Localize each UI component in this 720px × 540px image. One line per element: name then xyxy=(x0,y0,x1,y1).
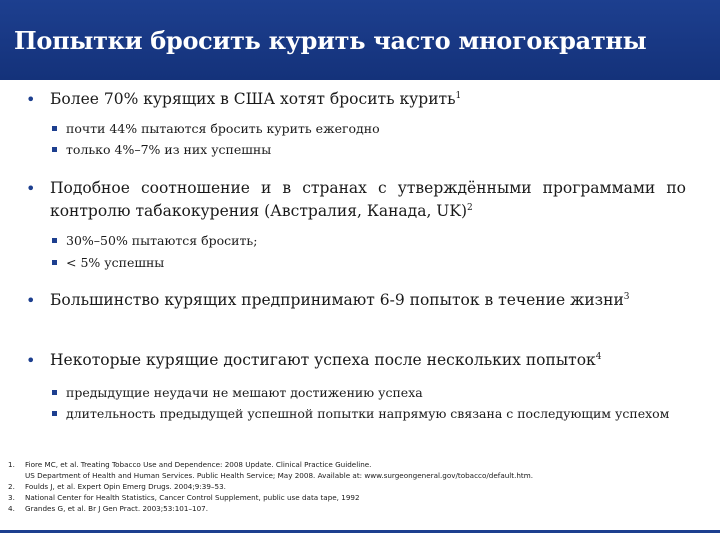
reference-number: 2. xyxy=(8,482,15,491)
footnote-ref: 1 xyxy=(455,91,462,101)
footnote-ref: 3 xyxy=(623,292,630,302)
square-bullet-icon xyxy=(52,390,57,395)
sub-bullet-text: длительность предыдущей успешной попытки напрямую связана с последующим успехом xyxy=(66,406,670,421)
sub-bullet-text: почти 44% пытаются бросить курить ежегодно xyxy=(66,121,380,136)
bullet-text: Большинство курящих предпринимают 6-9 попыток в течение жизни xyxy=(50,291,624,309)
reference-continuation: US Department of Health and Human Services. Public Health Service; May 2008. Available at: www.surgeongeneral.gov/tobacco/default.htm. xyxy=(25,471,534,480)
reference-number: 3. xyxy=(8,493,15,502)
references xyxy=(8,459,708,514)
bullet-dot-icon: • xyxy=(26,179,36,198)
slide-title: Попытки бросить курить часто многократны xyxy=(14,25,647,55)
bullet-dot-icon: • xyxy=(26,90,36,109)
sub-bullet-text: < 5% успешны xyxy=(66,255,165,270)
square-bullet-icon xyxy=(52,147,57,152)
reference-text: Grandes G, et al. Br J Gen Pract. 2003;53:101–107. xyxy=(25,504,209,513)
reference-text: Fiore MC, et al. Treating Tobacco Use and Dependence: 2008 Update. Clinical Practice Guideline. xyxy=(25,460,372,469)
reference-item xyxy=(8,492,708,503)
sub-bullet-item xyxy=(52,383,680,403)
sub-bullet-text: 30%–50% пытаются бросить; xyxy=(66,233,258,248)
sub-bullet-item xyxy=(52,231,680,251)
reference-text: National Center for Health Statistics, Cancer Control Supplement, public use data tape, 1992 xyxy=(25,493,360,502)
footnote-ref: 2 xyxy=(467,203,473,213)
footnote-ref: 4 xyxy=(595,352,602,362)
bullet-text: Подобное соотношение и в странах с утверждёнными программами по контролю табакокурения (Австралия, Канада, UK) xyxy=(50,179,686,220)
sub-bullet-text: только 4%–7% из них успешны xyxy=(66,142,272,157)
sub-bullet-text: предыдущие неудачи не мешают достижению успеха xyxy=(66,385,423,400)
reference-number: 4. xyxy=(8,504,15,513)
sub-bullet-item xyxy=(52,140,680,160)
bullet-item xyxy=(26,349,686,372)
square-bullet-icon xyxy=(52,126,57,131)
reference-item xyxy=(8,481,708,492)
slide-title-bar xyxy=(0,0,720,80)
bullet-item xyxy=(26,177,686,223)
square-bullet-icon xyxy=(52,260,57,265)
bullet-dot-icon: • xyxy=(26,291,36,310)
sub-bullet-item xyxy=(52,119,680,139)
square-bullet-icon xyxy=(52,238,57,243)
bullet-item xyxy=(26,289,686,312)
bullet-text: Некоторые курящие достигают успеха после нескольких попыток xyxy=(50,351,596,369)
sub-bullet-item xyxy=(52,253,680,273)
sub-bullet-item xyxy=(52,404,680,424)
reference-text: Foulds J, et al. Expert Opin Emerg Drugs. 2004;9:39–53. xyxy=(25,482,226,491)
bullet-item xyxy=(26,88,686,111)
reference-item xyxy=(8,459,708,470)
reference-item xyxy=(8,503,708,514)
reference-number: 1. xyxy=(8,460,15,469)
bullet-text: Более 70% курящих в США хотят бросить курить xyxy=(50,90,456,108)
bottom-divider xyxy=(0,530,720,533)
square-bullet-icon xyxy=(52,411,57,416)
bullet-dot-icon: • xyxy=(26,351,36,370)
